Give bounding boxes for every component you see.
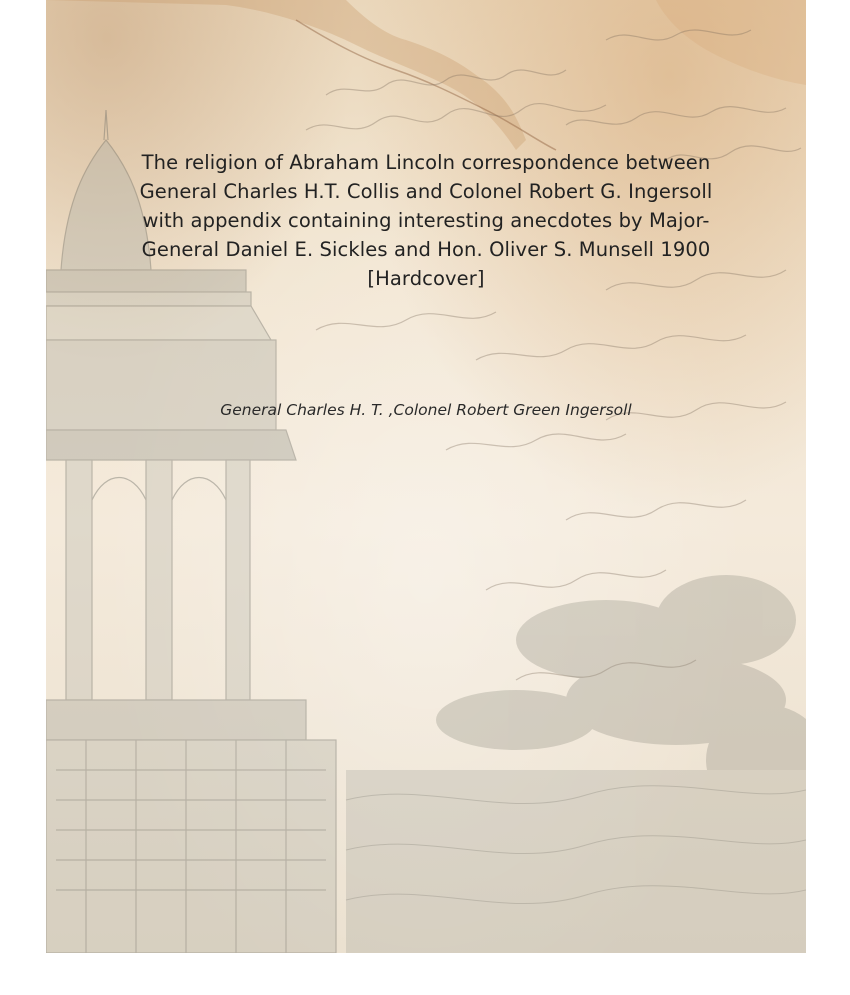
cover-illustration [46,0,806,953]
book-author: General Charles H. T. ,Colonel Robert Green Ingersoll [220,401,632,419]
book-title: The religion of Abraham Lincoln correspondence between General Charles H.T. Collis and Colonel Robert G. Ingersoll with appendix containing interesting anecdotes by Major-General Daniel E. Sickles and Hon. Oliver S. Munsell 1900 [Hardcover] [139,151,713,290]
book-cover [46,0,806,953]
